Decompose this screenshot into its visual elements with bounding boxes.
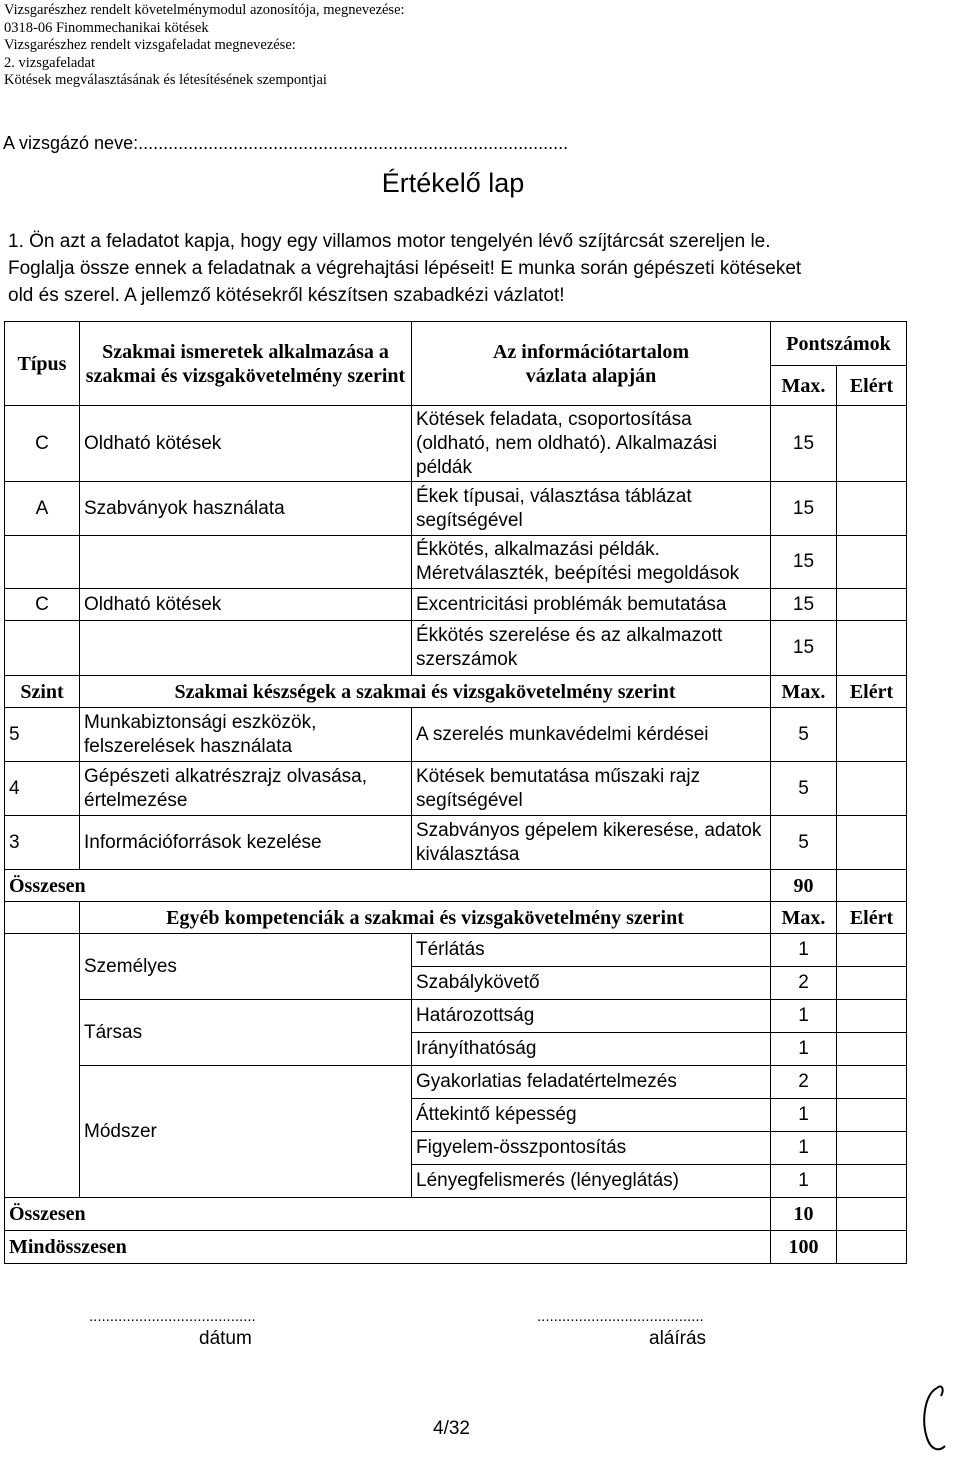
got-cell[interactable] [837, 589, 907, 621]
skill-cell: Oldható kötések [80, 589, 412, 621]
info-cell: Ékek típusai, választása táblázat segítségével [412, 482, 771, 536]
info-cell: Kötések bemutatása műszaki rajz segítségével [412, 762, 771, 816]
signature-line: ........................................ [537, 1308, 704, 1325]
skill-cell [80, 621, 412, 676]
max-cell: 5 [771, 762, 837, 816]
page-number: 4/32 [433, 1418, 470, 1439]
task-line: 1. Ön azt a feladatot kapja, hogy egy villamos motor tengelyén lévő szíjtárcsát szereljen le. [8, 231, 771, 252]
got-cell[interactable] [837, 708, 907, 762]
total-value: 90 [771, 870, 837, 902]
info-cell: Ékkötés szerelése és az alkalmazott szerszámok [412, 621, 771, 676]
max-cell: 15 [771, 482, 837, 536]
got-cell[interactable] [837, 934, 907, 967]
got-cell[interactable] [837, 1099, 907, 1132]
item-label: Áttekintő képesség [412, 1099, 771, 1132]
date-label: dátum [199, 1328, 252, 1349]
total-label: Összesen [5, 870, 771, 902]
got-cell[interactable] [837, 482, 907, 536]
grand-total-label: Mindösszesen [5, 1231, 771, 1264]
signature-label: aláírás [649, 1328, 707, 1349]
item-label: Határozottság [412, 1000, 771, 1033]
skill-cell: Információforrások kezelése [80, 816, 412, 870]
group-name: Személyes [80, 934, 412, 1000]
skill-cell: Szabványok használata [80, 482, 412, 536]
got-cell[interactable] [837, 967, 907, 1000]
skills-title-header: Szakmai készségek a szakmai és vizsgakövetelmény szerint [80, 676, 771, 708]
info-cell: Ékkötés, alkalmazási példák. Méretválaszték, beépítési megoldások [412, 536, 771, 589]
got-cell[interactable] [837, 1066, 907, 1099]
info-cell: A szerelés munkavédelmi kérdései [412, 708, 771, 762]
max-cell: 1 [771, 1165, 837, 1198]
max-cell: 15 [771, 536, 837, 589]
task-line: Foglalja össze ennek a feladatnak a végrehajtási lépéseit! E munka során gépészeti kötéseket [8, 258, 802, 279]
item-label: Gyakorlatias feladatértelmezés [412, 1066, 771, 1099]
type-cell: C [5, 406, 80, 482]
got-cell[interactable] [837, 536, 907, 589]
col-got-header: Elért [837, 902, 907, 934]
list-item [5, 1066, 907, 1099]
item-label: Térlátás [412, 934, 771, 967]
got-cell[interactable] [837, 1231, 907, 1264]
max-cell: 1 [771, 1033, 837, 1066]
candidate-name-line: A vizsgázó neve:...................................................................................... [3, 133, 569, 153]
max-cell: 15 [771, 406, 837, 482]
header-line: Kötések megválasztásának és létesítésének szempontjai [4, 72, 327, 89]
col-points-header: Pontszámok [771, 322, 907, 366]
max-cell: 15 [771, 621, 837, 676]
document-header [4, 2, 405, 90]
table-row [5, 708, 907, 762]
page-title: Értékelő lap [381, 168, 525, 198]
item-label: Szabálykövető [412, 967, 771, 1000]
date-line: ........................................ [89, 1308, 256, 1325]
info-cell: Kötések feladata, csoportosítása (oldható, nem oldható). Alkalmazási példák [412, 406, 771, 482]
skill-cell [80, 536, 412, 589]
table-row [5, 482, 907, 536]
empty-cell [5, 902, 80, 934]
header-line: Vizsgarészhez rendelt követelménymodul azonosítója, megnevezése: [4, 2, 405, 18]
col-got-header: Elért [837, 366, 907, 406]
type-cell: A [5, 482, 80, 536]
evaluation-table [4, 321, 907, 1264]
table-row [5, 816, 907, 870]
task-line: old és szerel. A jellemző kötésekről készítsen szabadkézi vázlatot! [8, 285, 565, 306]
group-name: Társas [80, 1000, 412, 1066]
max-cell: 1 [771, 1000, 837, 1033]
level-cell: 5 [5, 708, 80, 762]
col-got-header: Elért [837, 676, 907, 708]
table-row [5, 406, 907, 482]
info-cell: Szabványos gépelem kikeresése, adatok kiválasztása [412, 816, 771, 870]
skill-cell: Gépészeti alkatrészrajz olvasása, értelmezése [80, 762, 412, 816]
got-cell[interactable] [837, 1132, 907, 1165]
max-cell: 2 [771, 1066, 837, 1099]
header-line: Vizsgarészhez rendelt vizsgafeladat megnevezése: [4, 37, 296, 54]
item-label: Figyelem-összpontosítás [412, 1132, 771, 1165]
grand-total-value: 100 [771, 1231, 837, 1264]
got-cell[interactable] [837, 870, 907, 902]
handwritten-signature-icon [915, 1380, 955, 1465]
table-row [5, 621, 907, 676]
type-cell [5, 536, 80, 589]
got-cell[interactable] [837, 1000, 907, 1033]
list-item [5, 934, 907, 967]
max-cell: 5 [771, 708, 837, 762]
group-name: Módszer [80, 1066, 412, 1198]
level-cell: 4 [5, 762, 80, 816]
total-label: Összesen [5, 1198, 771, 1231]
got-cell[interactable] [837, 762, 907, 816]
col-max-header: Max. [771, 902, 837, 934]
got-cell[interactable] [837, 1198, 907, 1231]
max-cell: 15 [771, 589, 837, 621]
col-skill-header: Szakmai ismeretek alkalmazása a szakmai és vizsgakövetelmény szerint [80, 322, 412, 406]
item-label: Lényegfelismerés (lényeglátás) [412, 1165, 771, 1198]
max-cell: 5 [771, 816, 837, 870]
got-cell[interactable] [837, 621, 907, 676]
got-cell[interactable] [837, 1033, 907, 1066]
empty-cell [5, 934, 80, 1198]
table-row [5, 536, 907, 589]
type-cell: C [5, 589, 80, 621]
total-value: 10 [771, 1198, 837, 1231]
task-description [8, 228, 918, 309]
got-cell[interactable] [837, 816, 907, 870]
skill-cell: Oldható kötések [80, 406, 412, 482]
other-title-header: Egyéb kompetenciák a szakmai és vizsgakövetelmény szerint [80, 902, 771, 934]
col-level-header: Szint [5, 676, 80, 708]
col-max-header: Max. [771, 366, 837, 406]
total-row [5, 870, 907, 902]
table-row [5, 589, 907, 621]
list-item [5, 1000, 907, 1033]
col-max-header: Max. [771, 676, 837, 708]
got-cell[interactable] [837, 1165, 907, 1198]
header-line: 0318-06 Finommechanikai kötések [4, 19, 209, 36]
col-info-header: Az információtartalom vázlata alapján [412, 322, 771, 406]
type-cell [5, 621, 80, 676]
max-cell: 1 [771, 934, 837, 967]
got-cell[interactable] [837, 406, 907, 482]
max-cell: 1 [771, 1132, 837, 1165]
grand-total-row [5, 1231, 907, 1264]
skill-cell: Munkabiztonsági eszközök, felszerelések használata [80, 708, 412, 762]
max-cell: 1 [771, 1099, 837, 1132]
info-cell: Excentricitási problémák bemutatása [412, 589, 771, 621]
total-row [5, 1198, 907, 1231]
col-type-header: Típus [5, 322, 80, 406]
level-cell: 3 [5, 816, 80, 870]
max-cell: 2 [771, 967, 837, 1000]
item-label: Irányíthatóság [412, 1033, 771, 1066]
table-row [5, 762, 907, 816]
header-line: 2. vizsgafeladat [4, 54, 95, 71]
